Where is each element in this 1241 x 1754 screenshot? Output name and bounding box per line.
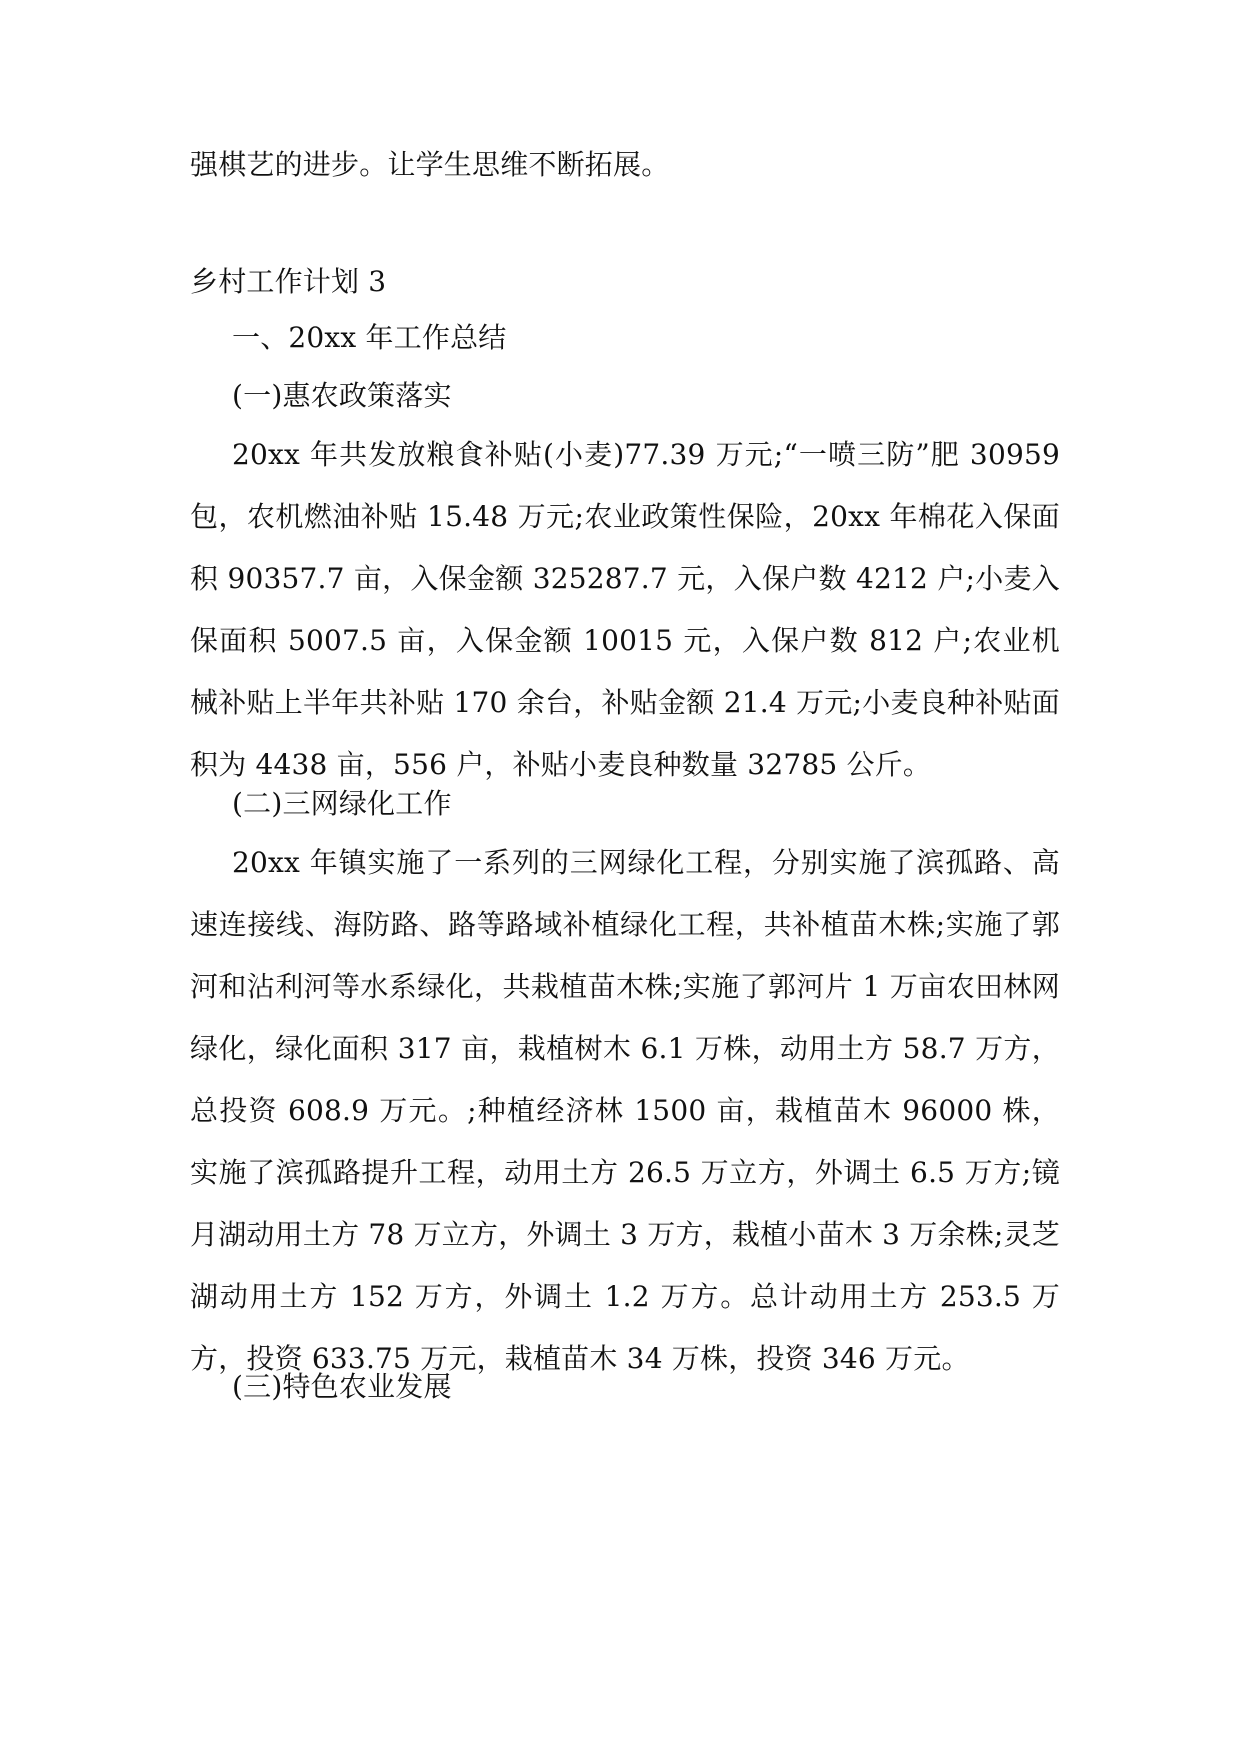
- heading-work-summary: 一、20xx 年工作总结: [232, 321, 507, 354]
- paragraph-greening: 20xx 年镇实施了一系列的三网绿化工程，分别实施了滨孤路、高速连接线、海防路、路等路域补植绿化工程，共补植苗木株;实施了郭河和沾利河等水系绿化，共栽植苗木株;实施了郭河片 1 万亩农田林网绿化，绿化面积 317 亩，栽植树木 6.1 万株，动用土方 58.7 万方，总投资 608.9 万元。;种植经济林 1500 亩，栽植苗木 96000 株，实施了滨孤路提升工程，动用土方 26.5 万立方，外调土 6.5 万方;镜月湖动用土方 78 万立方，外调土 3 万方，栽植小苗木 3 万余株;灵芝湖动用土方 152 万方，外调土 1.2 万方。总计动用土方 253.5 万方，投资 633.75 万元，栽植苗木 34 万株，投资 346 万元。: [190, 846, 1060, 1375]
- subheading-policy: (一)惠农政策落实: [232, 379, 452, 412]
- section-title: 乡村工作计划 3: [190, 265, 387, 298]
- subheading-agriculture: (三)特色农业发展: [232, 1370, 452, 1403]
- paragraph-policy: 20xx 年共发放粮食补贴(小麦)77.39 万元;“一喷三防”肥 30959 包，农机燃油补贴 15.48 万元;农业政策性保险，20xx 年棉花入保面积 90357.7 亩，入保金额 325287.7 元，入保户数 4212 户;小麦入保面积 5007.5 亩，入保金额 10015 元，入保户数 812 户;农业机械补贴上半年共补贴 170 余台，补贴金额 21.4 万元;小麦良种补贴面积为 4438 亩，556 户，补贴小麦良种数量 32785 公斤。: [190, 438, 1060, 781]
- subheading-greening: (二)三网绿化工作: [232, 787, 452, 820]
- intro-tail-text: 强棋艺的进步。让学生思维不断拓展。: [190, 148, 670, 181]
